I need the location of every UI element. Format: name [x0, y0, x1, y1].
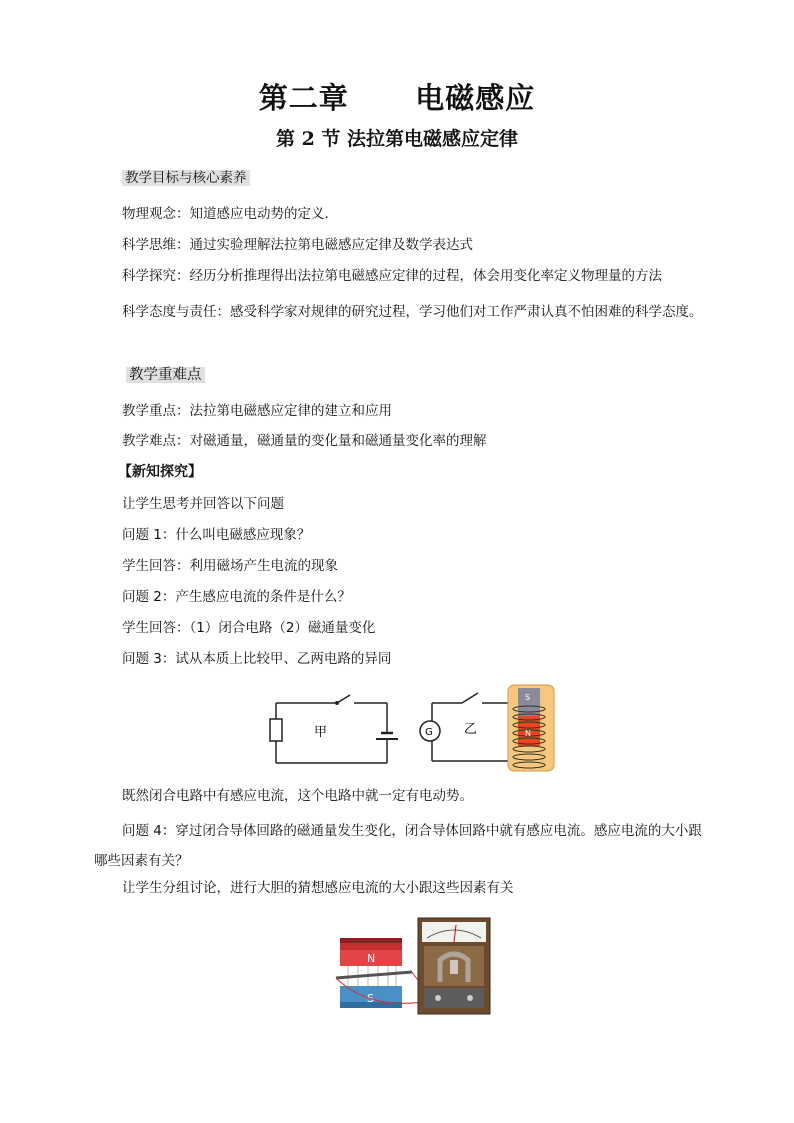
magnet-n-label: N [525, 729, 531, 738]
magnet-s-label: S [525, 693, 531, 702]
key-points-heading: 教学重难点 [126, 366, 205, 384]
magnet-n-label: N [367, 952, 376, 965]
explore-heading: 【新知探究】 [118, 464, 202, 480]
resistor-icon [270, 719, 282, 741]
label-yi: 乙 [464, 722, 478, 737]
circuit-jia [270, 695, 398, 763]
explore-line: 学生回答：（1）闭合电路（2）磁通量变化 [122, 620, 376, 636]
discussion-text: 让学生分组讨论，进行大胆的猜想感应电流的大小跟这些因素有关 [122, 880, 514, 896]
label-jia: 甲 [314, 725, 328, 740]
chapter-title: 第二章 电磁感应 [258, 81, 536, 115]
explore-line: 学生回答：利用磁场产生电流的现象 [122, 558, 338, 574]
magnet-top [340, 942, 402, 950]
coil-magnet-figure [508, 685, 554, 771]
explore-line: 问题 1：什么叫电磁感应现象？ [122, 527, 311, 543]
objective-physics-concept: 物理观念：知道感应电动势的定义. [122, 206, 329, 222]
explore-line: 问题 3：试从本质上比较甲、乙两电路的异同 [122, 651, 392, 667]
objective-scientific-thinking: 科学思维：通过实验理解法拉第电磁感应定律及数学表达式 [122, 237, 473, 253]
switch-icon [462, 693, 478, 703]
objectives-heading: 教学目标与核心素养 [122, 169, 250, 187]
objective-attitude: 科学态度与责任：感受科学家对规律的研究过程，学习他们对工作严肃认真不怕困难的科学态度。 [122, 304, 703, 320]
objective-scientific-inquiry: 科学探究：经历分析推理得出法拉第电磁感应定律的过程，体会用变化率定义物理量的方法 [122, 268, 662, 284]
question-4: 问题 4：穿过闭合导体回路的磁通量发生变化，闭合导体回路中就有感应电流。感应电流的大小跟哪些因素有关？ [94, 823, 702, 869]
key-difficulty: 教学难点：对磁通量，磁通量的变化量和磁通量变化率的理解 [122, 433, 487, 449]
section-title: 第 2 节 法拉第电磁感应定律 [275, 128, 519, 150]
explore-line: 让学生思考并回答以下问题 [122, 496, 284, 512]
magnet-s-label: S [367, 992, 374, 1005]
after-figure-text: 既然闭合电路中有感应电流，这个电路中就一定有电动势。 [122, 788, 473, 804]
conductor-rod [336, 972, 412, 978]
explore-line: 问题 2：产生感应电流的条件是什么？ [122, 589, 351, 605]
apparatus-illustration [330, 916, 492, 1016]
galvanometer-meter [418, 918, 490, 1014]
circuit-diagram [262, 683, 558, 773]
galvanometer-label: G [425, 727, 433, 738]
key-focus: 教学重点：法拉第电磁感应定律的建立和应用 [122, 403, 392, 419]
switch-icon [337, 695, 350, 703]
